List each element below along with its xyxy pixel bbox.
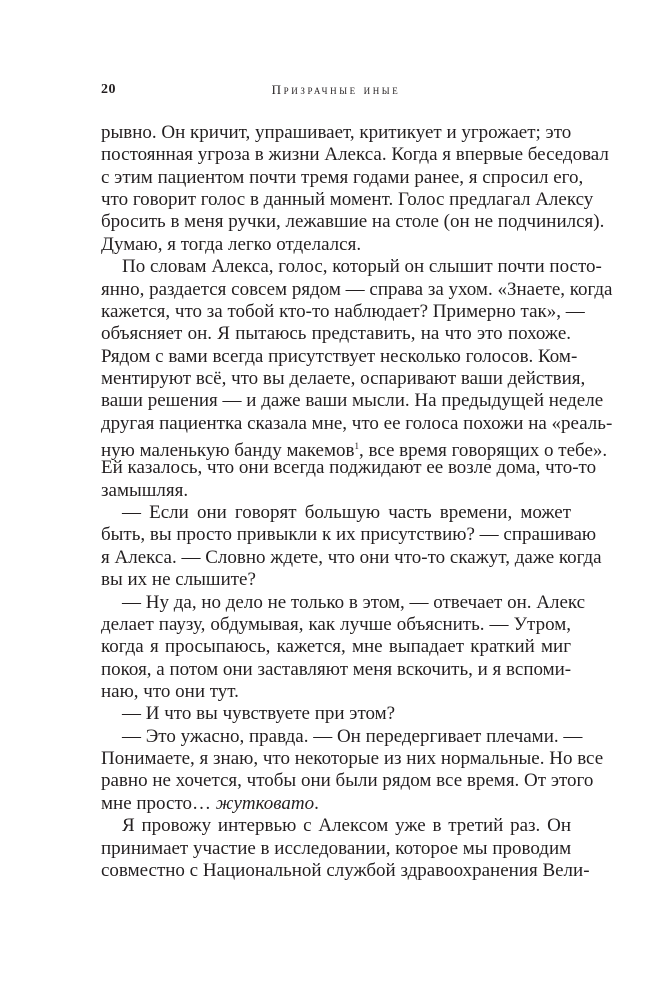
text-line: что говорит голос в данный момент. Голос предлагал Алексу (101, 189, 594, 211)
text-line: Думаю, я тогда легко отделался. (101, 233, 362, 255)
text-line: — Ну да, но дело не только в этом, — отвечает он. Алекс (122, 591, 586, 613)
text-line: — Если они говорят большую часть времени, может (122, 502, 571, 524)
text-line: покоя, а потом они заставляют меня вскочить, и я вспоми- (101, 658, 572, 680)
text-segment: . (314, 792, 319, 814)
text-line: — Это ужасно, правда. — Он передергивает плечами. — (122, 725, 583, 747)
text-line (101, 435, 608, 462)
footnote-marker: 1 (354, 441, 359, 452)
text-line: Понимаете, я знаю, что некоторые из них нормальные. Но все (101, 748, 604, 770)
page-number: 20 (101, 82, 116, 97)
text-line: янно, раздается совсем рядом — справа за ухом. «Знаете, когда (101, 278, 613, 300)
text-segment: мне просто… (101, 792, 216, 814)
text-line: равно не хочется, чтобы они были рядом все время. От этого (101, 770, 594, 792)
italic-text: жутковато (215, 792, 315, 814)
body-text (101, 122, 613, 882)
text-line: Рядом с вами всегда присутствует несколько голосов. Ком- (101, 345, 578, 367)
text-line: делает паузу, обдумывая, как лучше объяснить. — Утром, (101, 613, 571, 635)
text-line: По словам Алекса, голос, который он слышит почти посто- (122, 256, 602, 278)
running-title: Призрачные иные (271, 82, 401, 97)
text-line: наю, что они тут. (101, 680, 239, 702)
text-line: другая пациентка сказала мне, что ее голоса похожи на «реаль- (101, 412, 613, 434)
text-line: принимает участие в исследовании, которое мы проводим (101, 837, 572, 859)
text-line: — И что вы чувствуете при этом? (122, 703, 396, 725)
running-header (101, 82, 571, 102)
text-line: совместно с Национальной службой здравоохранения Вели- (101, 859, 590, 881)
text-line: постоянная угроза в жизни Алекса. Когда я впервые беседовал (101, 144, 609, 166)
text-line: быть, вы просто привыкли к их присутствию? — спрашиваю (101, 524, 597, 546)
text-line: я Алекса. — Словно ждете, что они что-то скажут, даже когда (101, 546, 602, 568)
text-line: ментируют всё, что вы делаете, оспаривают ваши действия, (101, 367, 586, 389)
text-line: рывно. Он кричит, упрашивает, критикует и угрожает; это (101, 122, 572, 143)
text-line: когда я просыпаюсь, кажется, мне выпадает краткий миг (101, 636, 571, 658)
text-line: Ей казалось, что они всегда поджидают ее возле дома, что-то (101, 457, 597, 479)
text-segment: , все время говорящих о тебе». (358, 440, 608, 462)
text-line: кажется, что за тобой кто-то наблюдает? Примерно так», — (101, 300, 585, 322)
text-line: вы их не слышите? (101, 569, 256, 591)
text-segment: ную маленькую банду макемов (101, 440, 355, 462)
text-line: Я провожу интервью с Алексом уже в третий раз. Он (122, 815, 571, 837)
text-line (101, 793, 571, 815)
text-line: бросить в меня ручки, лежавшие на столе (он не подчинился). (101, 211, 605, 233)
text-line: объясняет он. Я пытаюсь представить, на что это похоже. (101, 323, 571, 345)
text-line: ваши решения — и даже ваши мысли. На предыдущей неделе (101, 390, 604, 412)
text-line: с этим пациентом почти тремя годами ранее, я спросил его, (101, 166, 584, 188)
text-line: замышляя. (101, 479, 189, 501)
